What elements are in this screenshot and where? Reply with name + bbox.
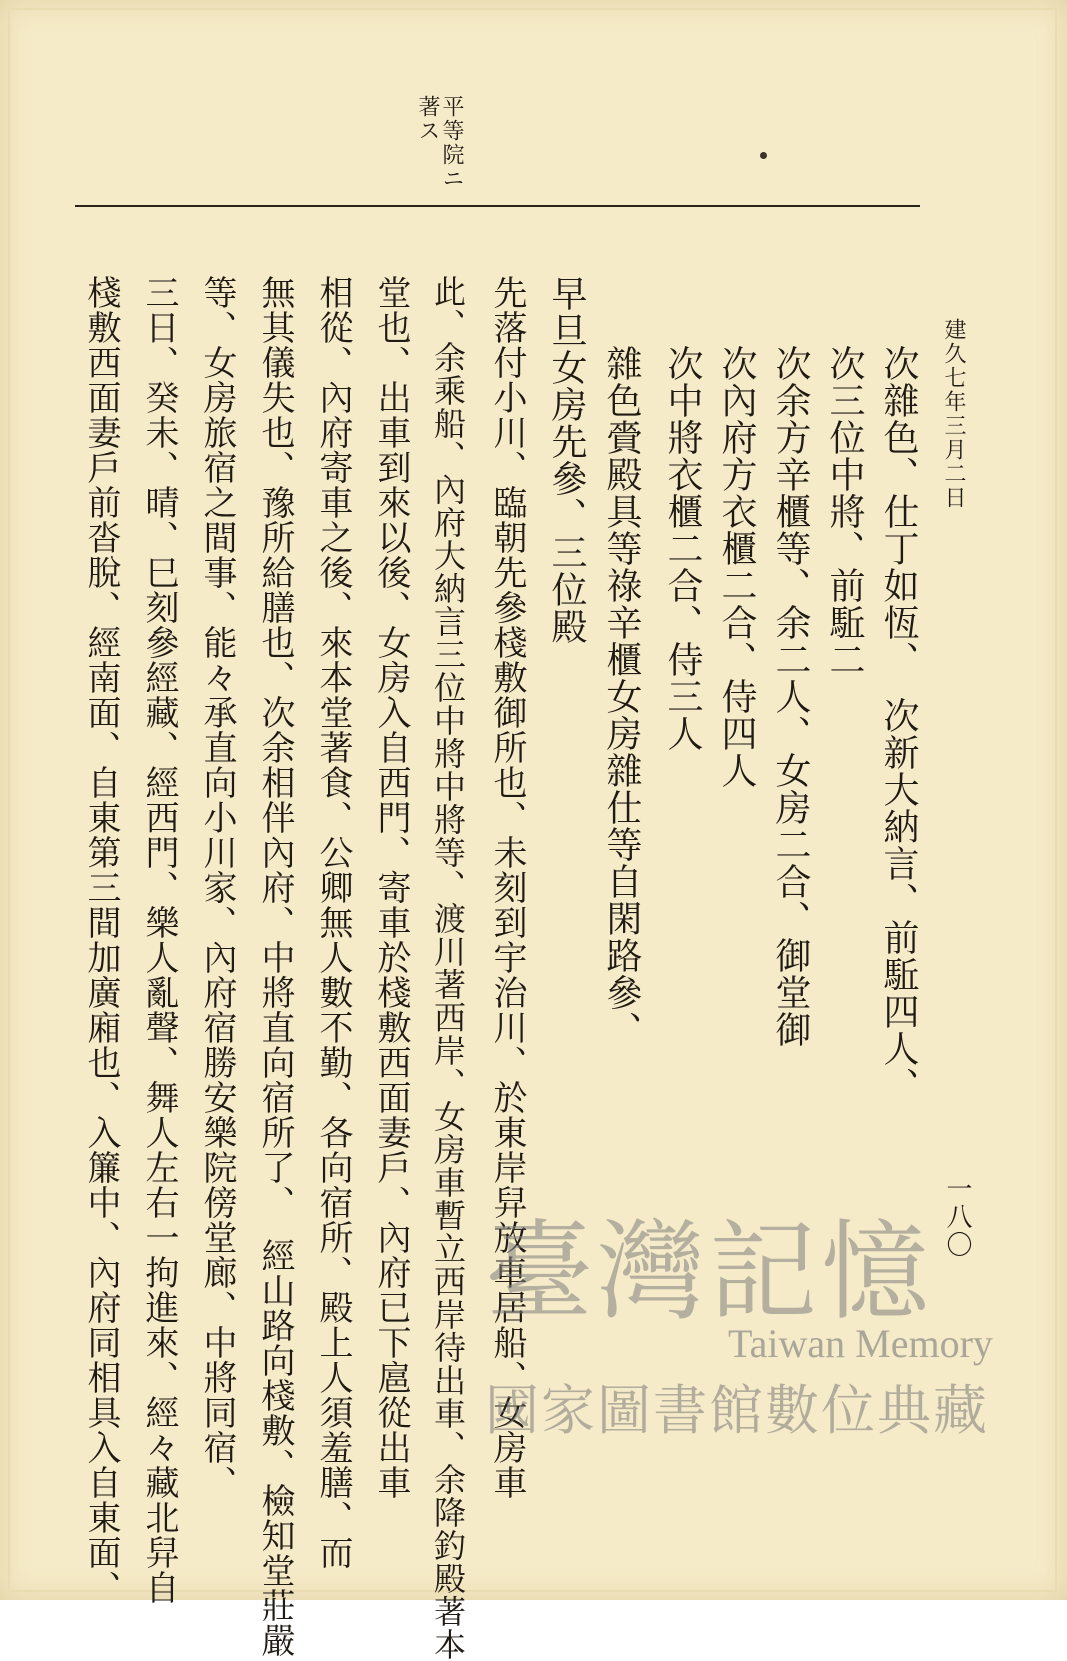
text-column-13: 等、女房旅宿之間事、能々承直向小川家、內府宿勝安樂院傍堂廊、中將同宿、	[197, 275, 237, 1500]
running-head: 建久七年三月二日	[941, 318, 966, 510]
text-column-15: 棧敷西面妻戶前沓脫、經南面、自東第三間加廣廂也、入簾中、內府同相具入自東面、	[81, 275, 121, 1605]
text-column-11: 相從、內府寄車之後、來本堂著食、公卿無人數不勤、各向宿所、殿上人須羞膳、而	[313, 275, 353, 1570]
text-column-7: 早旦女房先參、三位殿	[546, 275, 587, 645]
ink-dot	[760, 152, 767, 159]
text-column-1: 次雜色、仕丁如恆、 次新大納言、前駈四人、	[878, 345, 919, 1104]
text-column-12: 無其儀失也、豫所給膳也、次余相伴內府、中將直向宿所了、 經山路向棧敷、檢知堂莊嚴	[255, 275, 295, 1658]
margin-note-line-1: 平等院ニ	[439, 95, 464, 191]
text-column-14: 三日、癸未、晴、巳刻參經藏、經西門、樂人亂聲、舞人左右一拘進來、經々藏北舁自	[139, 275, 179, 1605]
text-column-5: 次中將衣櫃二合、侍三人	[662, 345, 703, 752]
text-column-10: 堂也、出車到來以後、女房入自西門、寄車於棧敷西面妻戶、內府已下扈從出車	[371, 275, 411, 1500]
text-column-3: 次余方辛櫃等、余二人、女房二合、御堂御	[770, 345, 811, 1048]
watermark-english: Taiwan Memory	[728, 1321, 993, 1366]
text-column-2: 次三位中將、前駈二	[824, 345, 865, 678]
text-column-6: 雜色賫殿具等祿辛櫃女房雜仕等自閑路參、	[601, 345, 642, 1048]
watermark-library: 國家圖書館數位典藏	[485, 1379, 989, 1442]
header-rule	[75, 205, 920, 207]
text-column-4: 次內府方衣櫃二合、侍四人	[716, 345, 757, 789]
page-number: 一八〇	[942, 1175, 972, 1259]
margin-note-line-2: 著ス	[415, 95, 440, 143]
text-column-9: 此、余乘船、內府大納言三位中將中將等、渡川著西岸、女房車暫立西岸待出車、余降釣殿著本	[429, 275, 467, 1661]
watermark-logo-text: 臺灣記憶	[485, 1210, 934, 1335]
text-column-8: 先落付小川、臨朝先參棧敷御所也、未刻到宇治川、於東岸舁放車居船、女房車	[487, 275, 527, 1500]
